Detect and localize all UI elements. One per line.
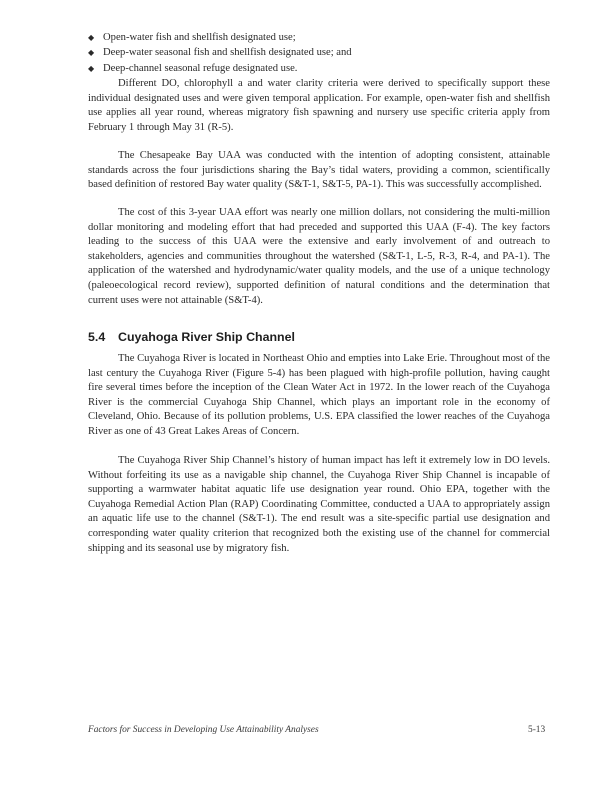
paragraph-cuyahoga-uaa: The Cuyahoga River Ship Channel’s history of human impact has left it extremely low in DO levels. Without forfeiting its use as a navigable ship channel, the Cuyahoga River Ship Channel is incapable of supporting a warmwater habitat aquatic life use designation year round. Ohio EPA, together with the Cuyahoga Remedial Action Plan (RAP) Coordinating Committee, conducted a UAA to appropriately assign an aquatic life use to the channel (S&T-1). The end result was a site-specific partial use designation and corresponding water quality criterion that recognized both the existing use of the channel for commercial shipping and its seasonal use by migratory fish. <box>88 455 550 554</box>
section-title: Cuyahoga River Ship Channel <box>118 330 295 344</box>
list-item: ◆ Deep-channel seasonal refuge designated use. <box>88 61 352 76</box>
section-heading <box>88 330 295 344</box>
bullet-icon: ◆ <box>88 63 95 73</box>
paragraph-cuyahoga-intro: The Cuyahoga River is located in Northeast Ohio and empties into Lake Erie. Throughout most of the last century the Cuyahoga River (Figure 5-4) has been plagued with high-profile pollution, having caught fire several times before the inception of the Clean Water Act in 1972. In the lower reach of the Cuyahoga River is the commercial Cuyahoga Ship Channel, which plays an important role in the economy of Cleveland, Ohio. Because of its pollution problems, U.S. EPA classified the lower reaches of the Cuyahoga River as one of 43 Great Lakes Areas of Concern. <box>88 353 550 437</box>
list-item: ◆ Open-water fish and shellfish designated use; <box>88 30 352 45</box>
footer-title: Factors for Success in Developing Use Attainability Analyses <box>88 725 319 735</box>
paragraph-cost: The cost of this 3-year UAA effort was nearly one million dollars, not considering the multi-million dollar monitoring and modeling effort that had preceded and supported this UAA (F-4). The key factors leading to the success of this UAA were the extensive and early involvement of and outreach to stakeholders, agencies and communities throughout the watershed (S&T-1, L-5, R-3, R-4, and PA-1). The application of the watershed and hydrodynamic/water quality models, and the use of a unique technology (paleoecological record review), supported definition of natural conditions and the determination that current uses were not attainable (S&T-4). <box>88 207 550 306</box>
page-number: 5-13 <box>528 725 546 735</box>
paragraph-chesapeake-uaa: The Chesapeake Bay UAA was conducted with the intention of adopting consistent, attainable standards across the four jurisdictions sharing the Bay’s tidal waters, providing a common, scientifically based definition of restored Bay water quality (S&T-1, S&T-5, PA-1). This was successfully accomplished. <box>88 150 550 191</box>
paragraph-criteria: Different DO, chlorophyll a and water clarity criteria were derived to specifically support these individual designated uses and were given temporal application. For example, open-water fish and shellfish use applies all year round, whereas migratory fish spawning and nursery use specific criteria apply from February 1 through May 31 (R-5). <box>88 78 550 133</box>
bullet-icon: ◆ <box>88 48 95 58</box>
section-number: 5.4 <box>88 330 106 344</box>
designated-use-list <box>88 30 352 76</box>
list-item: ◆ Deep-water seasonal fish and shellfish designated use; and <box>88 45 352 60</box>
bullet-icon: ◆ <box>88 33 95 42</box>
